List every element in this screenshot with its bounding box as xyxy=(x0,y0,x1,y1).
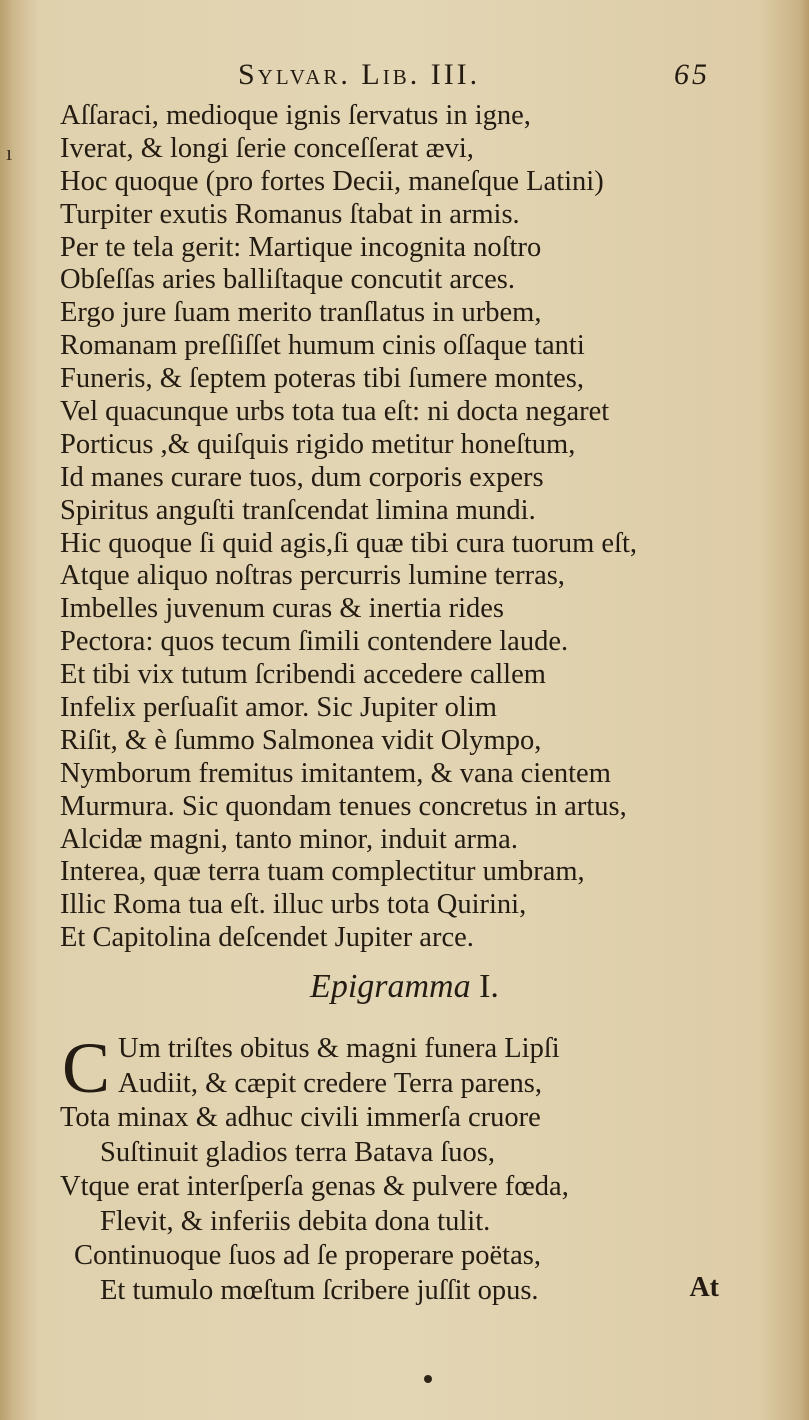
verse-line: Infelix perſuaſit amor. Sic Jupiter olim xyxy=(60,692,497,724)
verse-line: Pectora: quos tecum ſimili contendere laude. xyxy=(60,626,569,658)
epigram-block xyxy=(60,1028,750,1308)
epigram-line: Vtque erat interſperſa genas & pulvere fœda, xyxy=(60,1171,569,1202)
verse-line: Porticus ,& quiſquis rigido metitur honeſtum, xyxy=(60,428,576,460)
epigram-title-word: Epigramma xyxy=(310,968,471,1005)
verse-line: Funeris, & ſeptem poteras tibi ſumere montes, xyxy=(60,363,584,395)
verse-line: Hoc quoque (pro fortes Decii, maneſque Latini) xyxy=(60,165,604,197)
epigram-line: Tota minax & adhuc civili immerſa cruore xyxy=(60,1102,541,1133)
epigram-line: Suſtinuit gladios terra Batava ſuos, xyxy=(100,1136,495,1168)
catchword: At xyxy=(689,1272,719,1303)
verse-block xyxy=(60,100,750,955)
drop-cap: C xyxy=(62,1028,111,1108)
verse-line: Obſeſſas aries balliſtaque concutit arces. xyxy=(60,264,516,296)
page-mark xyxy=(424,1375,432,1383)
page-header xyxy=(230,58,710,98)
verse-line: Et Capitolina deſcendet Jupiter arce. xyxy=(60,922,474,954)
epigram-line: Um triſtes obitus & magni funera Lipſi xyxy=(118,1033,560,1064)
verse-line: Interea, quæ terra tuam complectitur umbram, xyxy=(60,856,585,888)
verse-line: Spiritus anguſti tranſcendat limina mundi. xyxy=(60,494,536,526)
verse-line: Hic quoque ſi quid agis,ſi quæ tibi cura tuorum eſt, xyxy=(60,527,638,559)
verse-line: Atque aliquo noſtras percurris lumine terras, xyxy=(60,560,565,592)
epigram-numeral: I. xyxy=(479,968,499,1005)
verse-line: Turpiter exutis Romanus ſtabat in armis. xyxy=(60,198,520,230)
verse-line: Aſſaraci, medioque ignis ſervatus in igne, xyxy=(60,100,531,131)
verse-line: Imbelles juvenum curas & inertia rides xyxy=(60,593,504,625)
page-number: 65 xyxy=(674,58,710,91)
verse-line: Iverat, & longi ſerie conceſſerat ævi, xyxy=(60,132,474,164)
verse-line: Per te tela gerit: Martique incognita noſtro xyxy=(60,231,542,263)
epigram-line: Continuoque ſuos ad ſe properare poëtas, xyxy=(74,1240,541,1271)
verse-line: Ergo jure ſuam merito tranſlatus in urbem, xyxy=(60,297,542,329)
verse-line: Riſit, & è ſummo Salmonea vidit Olympo, xyxy=(60,724,542,756)
verse-line: Illic Roma tua eſt. illuc urbs tota Quirini, xyxy=(60,889,527,921)
verse-line: Id manes curare tuos, dum corporis expers xyxy=(60,461,544,493)
verse-line: Murmura. Sic quondam tenues concretus in artus, xyxy=(60,790,627,822)
epigram-line: Audiit, & cæpit credere Terra parens, xyxy=(118,1067,543,1099)
verse-line: Et tibi vix tutum ſcribendi accedere callem xyxy=(60,659,546,691)
verse-line: Vel quacunque urbs tota tua eſt: ni docta negaret xyxy=(60,396,610,428)
epigram-title xyxy=(0,968,809,1006)
epigram-line: Flevit, & inferiis debita dona tulit. xyxy=(100,1205,491,1237)
epigram-line: Et tumulo mœſtum ſcribere juſſit opus. xyxy=(100,1274,539,1306)
running-title: Sylvar. Lib. III. xyxy=(238,58,481,91)
margin-mark: ı xyxy=(6,140,13,165)
verse-line: Alcidæ magni, tanto minor, induit arma. xyxy=(60,823,518,855)
verse-line: Nymborum fremitus imitantem, & vana cientem xyxy=(60,757,611,789)
verse-line: Romanam preſſiſſet humum cinis oſſaque tanti xyxy=(60,330,585,362)
